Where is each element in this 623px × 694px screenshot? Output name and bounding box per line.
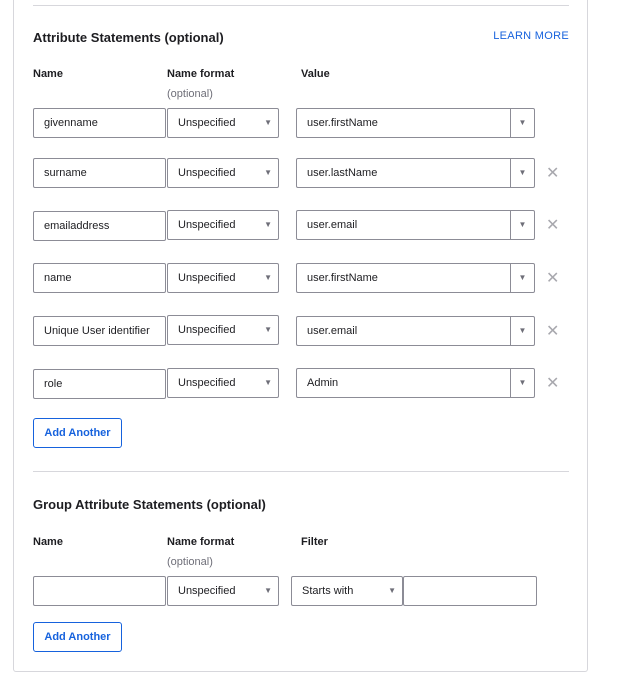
name-format-select[interactable]	[167, 368, 279, 398]
name-format-value: Unspecified	[178, 219, 236, 231]
attribute-name-input[interactable]: emailaddress	[33, 211, 166, 241]
name-format-value: Unspecified	[178, 272, 236, 284]
group-name-format-value: Unspecified	[178, 585, 236, 597]
group-name-format-column-header: Name format	[167, 536, 235, 548]
name-format-select[interactable]	[167, 315, 279, 345]
attribute-value-text: user.email	[307, 325, 358, 337]
attribute-value-text: Admin	[307, 377, 339, 389]
attribute-name-input[interactable]: role	[33, 369, 166, 399]
attribute-value-text: user.firstName	[307, 117, 378, 129]
filter-type-select[interactable]	[291, 576, 403, 606]
chevron-down-icon[interactable]: ▼	[510, 317, 534, 345]
attribute-value-text: user.email	[307, 219, 358, 231]
value-column-header: Value	[301, 68, 330, 80]
chevron-down-icon: ▼	[264, 325, 272, 334]
attribute-value-combobox[interactable]	[296, 108, 535, 138]
attribute-statements-title: Attribute Statements (optional)	[33, 30, 224, 45]
chevron-down-icon[interactable]: ▼	[510, 159, 534, 187]
filter-type-value: Starts with	[302, 585, 354, 597]
add-another-group-attribute-button[interactable]: Add Another	[33, 622, 122, 652]
chevron-down-icon[interactable]: ▼	[510, 109, 534, 137]
name-format-value: Unspecified	[178, 324, 236, 336]
name-format-optional-note: (optional)	[167, 88, 213, 100]
group-name-column-header: Name	[33, 536, 63, 548]
name-format-value: Unspecified	[178, 167, 236, 179]
attribute-name-input[interactable]: givenname	[33, 108, 166, 138]
chevron-down-icon[interactable]: ▼	[510, 211, 534, 239]
section-divider	[33, 471, 569, 472]
chevron-down-icon: ▼	[264, 273, 272, 282]
attribute-value-combobox[interactable]	[296, 263, 535, 293]
attribute-name-input[interactable]: name	[33, 263, 166, 293]
name-format-select[interactable]	[167, 263, 279, 293]
name-format-column-header: Name format	[167, 68, 235, 80]
name-format-select[interactable]	[167, 158, 279, 188]
remove-row-icon[interactable]: ✕	[546, 165, 560, 182]
attribute-value-text: user.firstName	[307, 272, 378, 284]
add-another-attribute-button[interactable]: Add Another	[33, 418, 122, 448]
name-format-value: Unspecified	[178, 117, 236, 129]
attribute-value-combobox[interactable]	[296, 316, 535, 346]
chevron-down-icon: ▼	[264, 586, 272, 595]
filter-value-input[interactable]	[403, 576, 537, 606]
group-attribute-statements-title: Group Attribute Statements (optional)	[33, 497, 266, 512]
chevron-down-icon: ▼	[264, 168, 272, 177]
name-format-value: Unspecified	[178, 377, 236, 389]
group-name-format-select[interactable]	[167, 576, 279, 606]
learn-more-link[interactable]: LEARN MORE	[493, 30, 569, 42]
remove-row-icon[interactable]: ✕	[546, 375, 560, 392]
name-format-select[interactable]	[167, 108, 279, 138]
remove-row-icon[interactable]: ✕	[546, 323, 560, 340]
chevron-down-icon[interactable]: ▼	[510, 264, 534, 292]
name-format-select[interactable]	[167, 210, 279, 240]
chevron-down-icon: ▼	[264, 118, 272, 127]
chevron-down-icon: ▼	[264, 220, 272, 229]
remove-row-icon[interactable]: ✕	[546, 270, 560, 287]
attribute-value-combobox[interactable]	[296, 210, 535, 240]
chevron-down-icon[interactable]: ▼	[510, 369, 534, 397]
remove-row-icon[interactable]: ✕	[546, 217, 560, 234]
filter-column-header: Filter	[301, 536, 328, 548]
attribute-value-combobox[interactable]	[296, 158, 535, 188]
attribute-value-combobox[interactable]	[296, 368, 535, 398]
group-name-input[interactable]	[33, 576, 166, 606]
attribute-name-input[interactable]: Unique User identifier	[33, 316, 166, 346]
top-divider	[33, 5, 569, 6]
chevron-down-icon: ▼	[388, 586, 396, 595]
attribute-name-input[interactable]: surname	[33, 158, 166, 188]
attribute-value-text: user.lastName	[307, 167, 378, 179]
name-column-header: Name	[33, 68, 63, 80]
chevron-down-icon: ▼	[264, 378, 272, 387]
group-name-format-optional-note: (optional)	[167, 556, 213, 568]
